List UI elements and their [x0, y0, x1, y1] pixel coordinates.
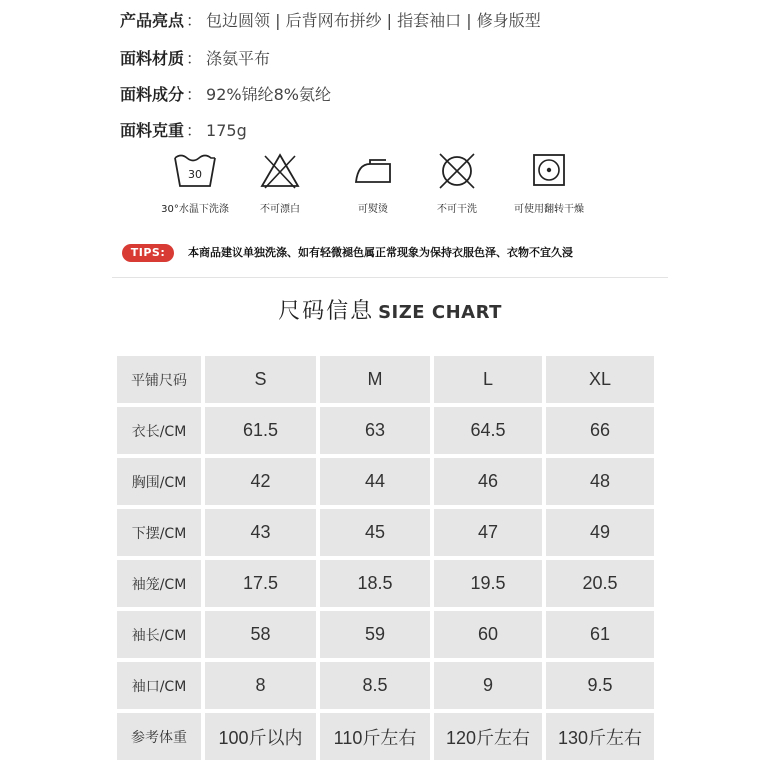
table-cell: 19.5 [434, 560, 542, 607]
spec-highlights [120, 8, 541, 31]
table-cell: 45 [320, 509, 430, 556]
spec-label: 面料克重 [120, 121, 185, 140]
table-cell: 59 [320, 611, 430, 658]
table-row [117, 662, 654, 709]
header-cell: L [434, 356, 542, 403]
table-row [117, 407, 654, 454]
table-row [117, 509, 654, 556]
care-dryclean [412, 150, 502, 215]
table-cell: 63 [320, 407, 430, 454]
table-cell: 17.5 [205, 560, 316, 607]
table-cell: 48 [546, 458, 654, 505]
spec-weight [120, 118, 247, 141]
header-cell: S [205, 356, 316, 403]
row-label: 袖笼/CM [117, 560, 201, 607]
table-cell: 43 [205, 509, 316, 556]
wash-30-icon [172, 150, 218, 190]
table-cell: 60 [434, 611, 542, 658]
row-label: 袖长/CM [117, 611, 201, 658]
table-cell: 47 [434, 509, 542, 556]
size-chart-title-cn: 尺码信息 [278, 299, 375, 324]
size-chart-title-en: SIZE CHART [378, 302, 502, 323]
table-row [117, 713, 654, 760]
care-label: 30°水温下洗涤 [161, 204, 229, 215]
header-cell: 平铺尺码 [117, 356, 201, 403]
no-bleach-icon [257, 150, 303, 190]
header-cell: M [320, 356, 430, 403]
table-cell: 100斤以内 [205, 713, 316, 760]
spec-separator: ： [186, 85, 203, 104]
row-label: 下摆/CM [117, 509, 201, 556]
spec-material [120, 46, 270, 69]
care-label: 不可漂白 [260, 204, 300, 215]
row-label: 衣长/CM [117, 407, 201, 454]
iron-icon [350, 150, 396, 190]
tips-bar [122, 244, 662, 262]
care-tumble [504, 150, 594, 215]
table-cell: 8 [205, 662, 316, 709]
wash-temp-text: 30 [188, 168, 202, 181]
header-cell: XL [546, 356, 654, 403]
spec-value: 92%锦纶8%氨纶 [206, 85, 331, 104]
table-row [117, 611, 654, 658]
spec-label: 产品亮点 [120, 11, 185, 30]
table-header-row [117, 356, 654, 403]
table-row [117, 560, 654, 607]
spec-separator: ： [186, 11, 203, 30]
table-cell: 42 [205, 458, 316, 505]
row-label: 参考体重 [117, 713, 201, 760]
table-cell: 49 [546, 509, 654, 556]
table-cell: 18.5 [320, 560, 430, 607]
table-cell: 110斤左右 [320, 713, 430, 760]
spec-label: 面料材质 [120, 49, 185, 68]
tips-text: 本商品建议单独洗涤、如有轻微褪色属正常现象为保持衣服色泽、衣物不宜久浸 [188, 246, 573, 259]
care-label: 不可干洗 [437, 204, 477, 215]
table-cell: 130斤左右 [546, 713, 654, 760]
spec-composition [120, 82, 331, 105]
spec-label: 面料成分 [120, 85, 185, 104]
table-cell: 20.5 [546, 560, 654, 607]
spec-value: 涤氨平布 [206, 49, 271, 68]
table-cell: 9.5 [546, 662, 654, 709]
table-cell: 120斤左右 [434, 713, 542, 760]
spec-separator: ： [186, 121, 203, 140]
table-cell: 46 [434, 458, 542, 505]
table-cell: 58 [205, 611, 316, 658]
table-cell: 61 [546, 611, 654, 658]
section-divider [112, 277, 668, 278]
table-cell: 61.5 [205, 407, 316, 454]
care-label: 可使用翻转干燥 [514, 204, 584, 215]
care-bleach [235, 150, 325, 215]
table-cell: 64.5 [434, 407, 542, 454]
care-iron [328, 150, 418, 215]
care-label: 可熨烫 [358, 204, 388, 215]
table-cell: 44 [320, 458, 430, 505]
tumble-dry-icon [526, 150, 572, 190]
table-cell: 66 [546, 407, 654, 454]
size-chart-title [0, 294, 780, 325]
size-table [113, 352, 658, 764]
care-wash [150, 150, 240, 215]
row-label: 袖口/CM [117, 662, 201, 709]
row-label: 胸围/CM [117, 458, 201, 505]
care-instructions [150, 150, 620, 220]
spec-value: 包边圆领 | 后背网布拼纱 | 指套袖口 | 修身版型 [206, 11, 541, 30]
no-dry-clean-icon [434, 150, 480, 190]
table-cell: 9 [434, 662, 542, 709]
spec-value: 175g [206, 121, 247, 140]
table-cell: 8.5 [320, 662, 430, 709]
spec-separator: ： [186, 49, 203, 68]
tips-badge: TIPS: [122, 244, 174, 262]
table-row [117, 458, 654, 505]
